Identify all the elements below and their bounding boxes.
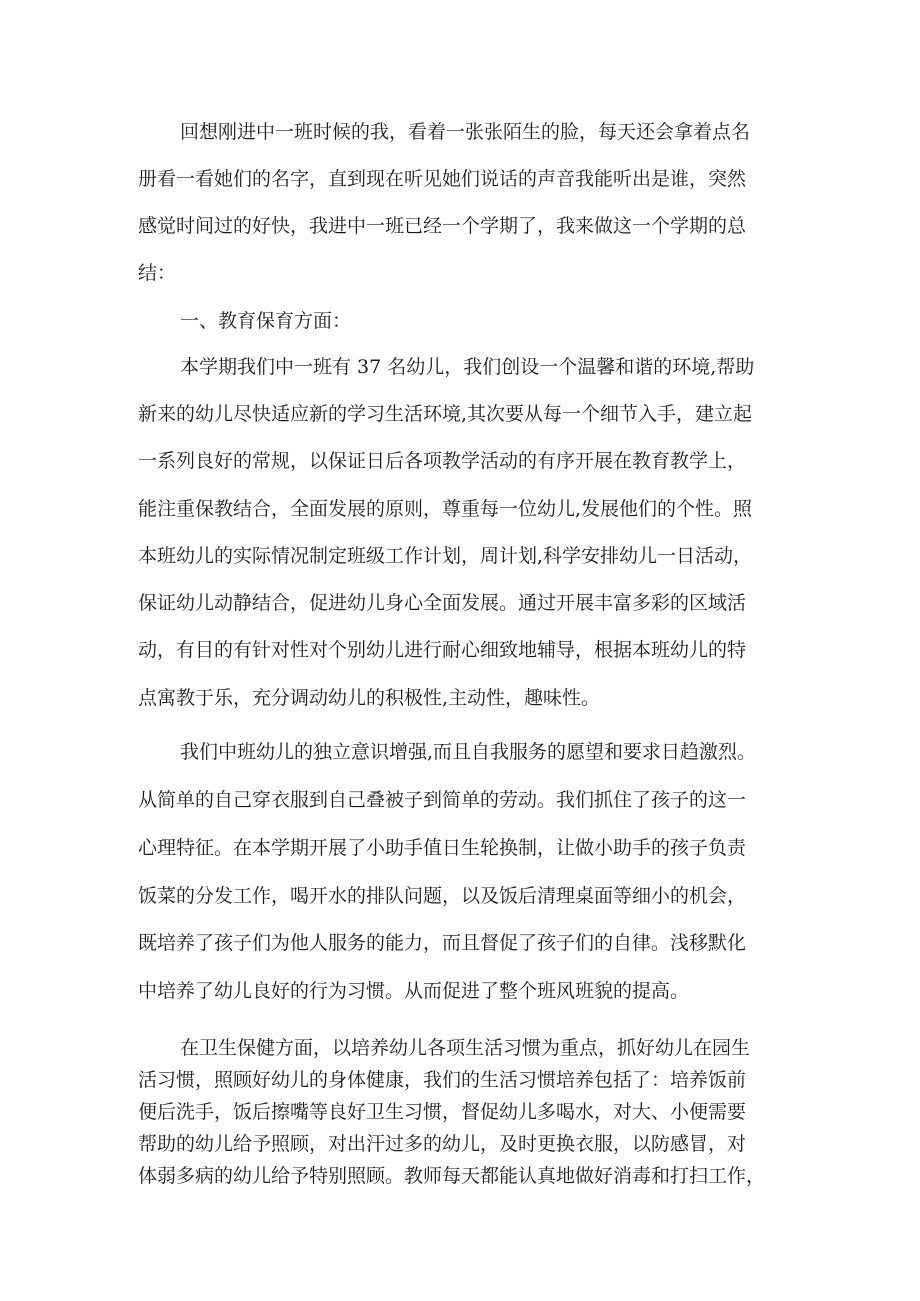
text-line: 中培养了幼儿良好的行为习惯。从而促进了整个班风班貌的提高。 [138,980,690,1002]
text-line: 回想刚进中一班时候的我，看着一张张陌生的脸，每天还会拿着点名 [180,121,751,143]
text-line: 结： [138,262,177,284]
text-line: 心理特征。在本学期开展了小助手值日生轮换制，让做小助手的孩子负责 [138,837,747,859]
text-line: 一系列良好的常规，以保证日后各项教学活动的有序开展在教育教学上， [138,450,747,472]
text-line: 能注重保教结合，全面发展的原则，尊重每一位幼儿,发展他们的个性。照 [138,498,753,520]
text-line: 便后洗手，饭后擦嘴等良好卫生习惯，督促幼儿多喝水，对大、小便需要 [138,1101,747,1123]
text-line: 饭菜的分发工作，喝开水的排队问题，以及饭后清理桌面等细小的机会， [138,885,747,907]
text-line: 既培养了孩子们为他人服务的能力，而且督促了孩子们的自律。浅移默化 [138,932,747,954]
text-line: 新来的幼儿尽快适应新的学习生活环境,其次要从每一个细节入手，建立起 [138,403,753,425]
text-line: 在卫生保健方面，以培养幼儿各项生活习惯为重点，抓好幼儿在园生 [180,1037,751,1059]
text-line: 感觉时间过的好快，我进中一班已经一个学期了，我来做这一个学期的总 [138,215,747,237]
text-line: 我们中班幼儿的独立意识增强,而且自我服务的愿望和要求日趋激烈。 [180,741,757,763]
text-line: 保证幼儿动静结合，促进幼儿身心全面发展。通过开展丰富多彩的区域活 [138,592,747,614]
text-line: 帮助的幼儿给予照顾，对出汗过多的幼儿，及时更换衣服，以防感冒，对 [138,1133,747,1155]
text-line: 册看一看她们的名字，直到现在听见她们说话的声音我能听出是谁，突然 [138,168,747,190]
text-line: 本学期我们中一班有 37 名幼儿，我们创设一个温馨和谐的环境,帮助 [180,356,755,378]
text-line: 动，有目的有针对性对个别幼儿进行耐心细致地辅导，根据本班幼儿的特 [138,639,747,661]
text-line: 体弱多病的幼儿给予特别照顾。教师每天都能认真地做好消毒和打扫工作， [138,1165,766,1187]
text-line: 点寓教于乐，充分调动幼儿的积极性,主动性，趣味性。 [138,687,601,709]
text-line: 活习惯，照顾好幼儿的身体健康，我们的生活习惯培养包括了：培养饭前 [138,1069,747,1091]
text-line: 本班幼儿的实际情况制定班级工作计划，周计划,科学安排幼儿一日活动， [138,545,753,567]
heading-text: 一、教育保育方面： [180,310,352,332]
text-line: 从简单的自己穿衣服到自己叠被子到简单的劳动。我们抓住了孩子的这一 [138,789,747,811]
